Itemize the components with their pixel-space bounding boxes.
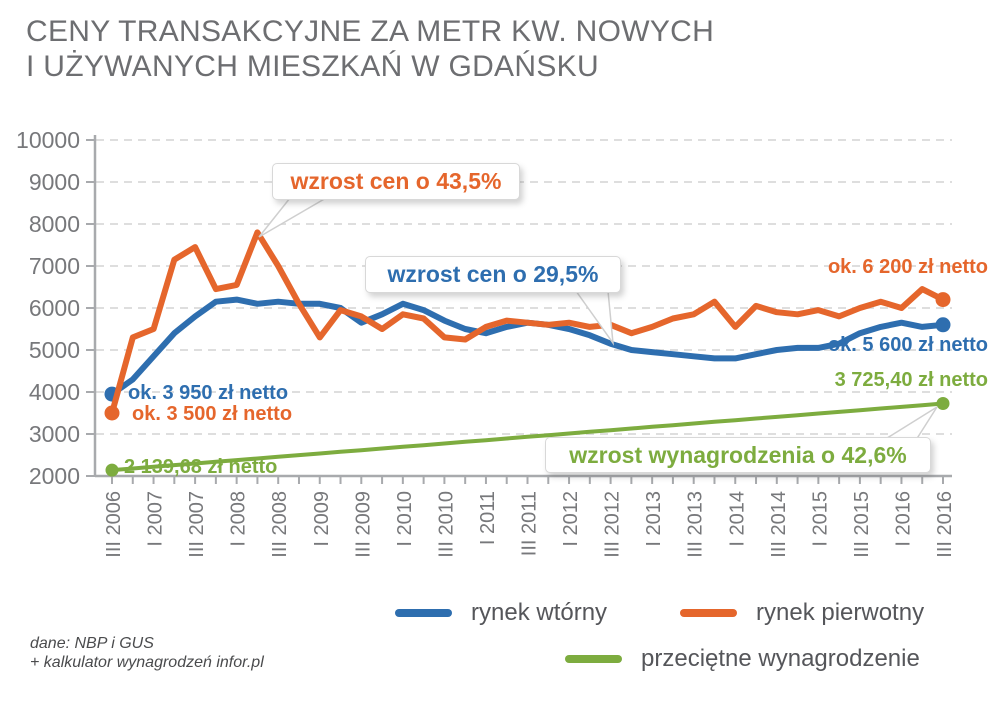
- legend-label-wage: przeciętne wynagrodzenie: [641, 645, 920, 672]
- y-tick-label: 6000: [28, 295, 80, 321]
- source-note: [30, 634, 264, 672]
- legend-swatch-secondary-icon: [395, 609, 452, 617]
- y-tick-label: 3000: [28, 421, 80, 447]
- callout-primary-growth-text: wzrost cen o 43,5%: [290, 168, 502, 194]
- y-tick-label: 10000: [16, 127, 80, 153]
- callout-wage-growth-text: wzrost wynagrodzenia o 42,6%: [569, 441, 907, 468]
- x-tick-label: I 2016: [892, 491, 915, 547]
- x-tick-label: III 2014: [767, 491, 790, 558]
- x-tick-label: I 2012: [560, 491, 583, 547]
- y-tick-label: 5000: [28, 337, 80, 363]
- series-endpoint-dot-2: [106, 464, 119, 477]
- legend-entry-secondary: [395, 599, 607, 627]
- legend-swatch-wage-icon: [565, 655, 622, 663]
- page-title-line1: CENY TRANSAKCYJNE ZA METR KW. NOWYCH: [26, 15, 715, 48]
- series-endpoint-dot-1: [105, 406, 120, 421]
- callout-tail-primary-growth: [259, 198, 326, 237]
- x-tick-label: I 2008: [227, 491, 250, 547]
- legend-label-primary: rynek pierwotny: [756, 599, 925, 626]
- callout-wage-growth: [545, 437, 931, 473]
- callout-secondary-growth: [365, 256, 621, 293]
- source-note-line2: + kalkulator wynagrodzeń infor.pl: [30, 654, 264, 671]
- label-wage-start: 2 139,68 zł netto: [124, 456, 278, 478]
- x-tick-label: I 2009: [310, 491, 333, 547]
- legend-swatch-primary-icon: [680, 609, 737, 617]
- x-tick-label: III 2012: [601, 491, 624, 558]
- x-tick-label: I 2011: [476, 491, 499, 546]
- x-tick-label: I 2007: [144, 491, 167, 547]
- legend-entry-wage: [565, 645, 920, 673]
- y-tick-label: 7000: [28, 253, 80, 279]
- legend-label-secondary: rynek wtórny: [471, 599, 608, 626]
- source-note-line1: dane: NBP i GUS: [30, 635, 154, 652]
- label-primary-end: ok. 6 200 zł netto: [827, 256, 988, 278]
- x-tick-label: III 2013: [684, 491, 707, 558]
- x-tick-label: I 2010: [393, 491, 416, 547]
- legend-entry-primary: [680, 599, 924, 627]
- x-tick-label: III 2006: [103, 491, 125, 558]
- x-tick-label: I 2015: [809, 491, 832, 547]
- callout-tail-wage-growth: [884, 407, 937, 440]
- page-title-line2: I UŻYWANYCH MIESZKAŃ W GDAŃSKU: [26, 50, 599, 83]
- x-tick-label: III 2011: [518, 491, 541, 557]
- x-tick-label: III 2008: [269, 491, 292, 558]
- x-tick-label: I 2014: [726, 491, 749, 547]
- label-wage-end: 3 725,40 zł netto: [834, 369, 988, 391]
- series-endpoint-dot-2: [937, 397, 950, 410]
- series-endpoint-dot-1: [936, 292, 951, 307]
- callout-primary-growth: [272, 163, 520, 200]
- y-tick-label: 9000: [28, 169, 80, 195]
- y-tick-label: 8000: [28, 211, 80, 237]
- x-tick-label: III 2009: [352, 491, 375, 558]
- y-tick-label: 2000: [28, 463, 80, 489]
- y-tick-label: 4000: [28, 379, 80, 405]
- x-tick-label: III 2010: [435, 491, 458, 558]
- callout-secondary-growth-text: wzrost cen o 29,5%: [387, 261, 599, 287]
- x-tick-label: III 2015: [850, 491, 873, 558]
- x-tick-label: III 2007: [186, 491, 209, 558]
- series-endpoint-dot-0: [936, 317, 951, 332]
- x-tick-label: III 2016: [934, 491, 956, 558]
- label-secondary-end: ok. 5 600 zł netto: [827, 334, 988, 356]
- label-secondary-start: ok. 3 950 zł netto: [128, 382, 289, 404]
- x-tick-label: I 2013: [643, 491, 666, 547]
- label-primary-start: ok. 3 500 zł netto: [132, 403, 293, 425]
